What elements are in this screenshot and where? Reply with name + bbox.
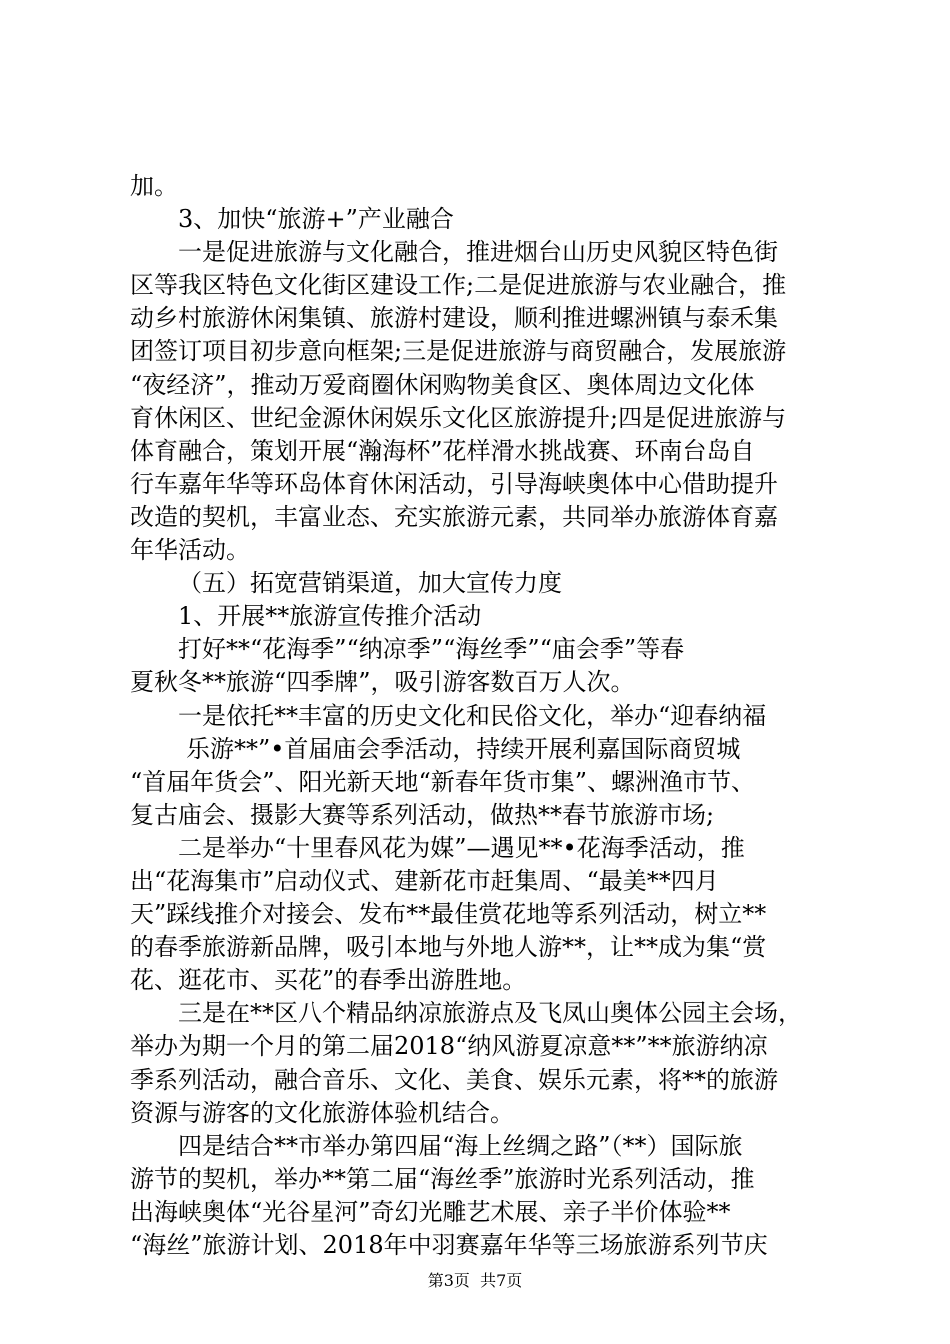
text-line: 育休闲区、世纪金源休闲娱乐文化区旅游提升;四是促进旅游与 — [130, 403, 787, 432]
text-line: 出“花海集市”启动仪式、建新花市赶集周、“最美**四月 — [130, 866, 719, 895]
page-footer — [0, 1270, 950, 1292]
text-line: “夜经济”，推动万爱商圈休闲购物美食区、奥体周边文化体 — [130, 370, 755, 399]
text-line: 资源与游客的文化旅游体验机结合。 — [130, 1098, 514, 1127]
text-line: 打好**“花海季”“纳凉季”“海丝季”“庙会季”等春 — [178, 635, 685, 664]
text-line: 乐游**”•首届庙会季活动，持续开展利嘉国际商贸城 — [186, 734, 741, 763]
text-line: 游节的契机，举办**第二届“海丝季”旅游时光系列活动，推 — [130, 1164, 755, 1193]
text-line: “首届年货会”、阳光新天地“新春年货市集”、螺洲渔市节、 — [130, 767, 756, 796]
text-line: 四是结合**市举办第四届“海上丝绸之路”（**）国际旅 — [178, 1131, 743, 1160]
text-line: 改造的契机，丰富业态、充实旅游元素，共同举办旅游体育嘉 — [130, 502, 778, 531]
text-line: 年华活动。 — [130, 536, 250, 565]
section-heading: 1、开展**旅游宣传推介活动 — [178, 602, 482, 631]
text-line: 二是举办“十里春风花为媒”—遇见**•花海季活动，推 — [178, 833, 745, 862]
text-line: 复古庙会、摄影大赛等系列活动，做热**春节旅游市场; — [130, 800, 715, 829]
text-line: 三是在**区八个精品纳凉旅游点及飞凤山奥体公园主会场， — [178, 999, 802, 1028]
text-line: 动乡村旅游休闲集镇、旅游村建设，顺利推进螺洲镇与泰禾集 — [130, 304, 778, 333]
text-line: 团签订项目初步意向框架;三是促进旅游与商贸融合，发展旅游 — [130, 337, 787, 366]
text-line: 的春季旅游新品牌，吸引本地与外地人游**，让**成为集“赏 — [130, 933, 767, 962]
text-line: “海丝”旅游计划、2018年中羽赛嘉年华等三场旅游系列节庆 — [130, 1231, 768, 1259]
section-heading: （五）拓宽营销渠道，加大宣传力度 — [178, 569, 562, 598]
text-line: 天”踩线推介对接会、发布**最佳赏花地等系列活动，树立** — [130, 900, 767, 929]
text-line: 一是促进旅游与文化融合，推进烟台山历史风貌区特色街 — [178, 238, 778, 267]
text-line: 出海峡奥体“光谷星河”奇幻光雕艺术展、亲子半价体验** — [130, 1197, 731, 1226]
page-number: 第3页 共7页 — [427, 1271, 523, 1290]
text-line: 季系列活动，融合音乐、文化、美食、娱乐元素，将**的旅游 — [130, 1065, 778, 1094]
text-line: 体育融合，策划开展“瀚海杯”花样滑水挑战赛、环南台岛自 — [130, 436, 755, 465]
text-line: 夏秋冬**旅游“四季牌”，吸引游客数百万人次。 — [130, 668, 635, 697]
text-line: 加。 — [130, 172, 178, 200]
text-line: 花、逛花市、买花”的春季出游胜地。 — [130, 966, 527, 995]
text-line: 区等我区特色文化街区建设工作;二是促进旅游与农业融合，推 — [130, 271, 787, 300]
text-line: 行车嘉年华等环岛体育休闲活动，引导海峡奥体中心借助提升 — [130, 469, 778, 498]
section-heading: 3、加快“旅游+”产业融合 — [178, 205, 454, 234]
text-line: 一是依托**丰富的历史文化和民俗文化，举办“迎春纳福 — [178, 701, 767, 730]
document-body — [130, 170, 820, 1262]
text-line: 举办为期一个月的第二届2018“纳风游夏凉意**”**旅游纳凉 — [130, 1032, 768, 1061]
